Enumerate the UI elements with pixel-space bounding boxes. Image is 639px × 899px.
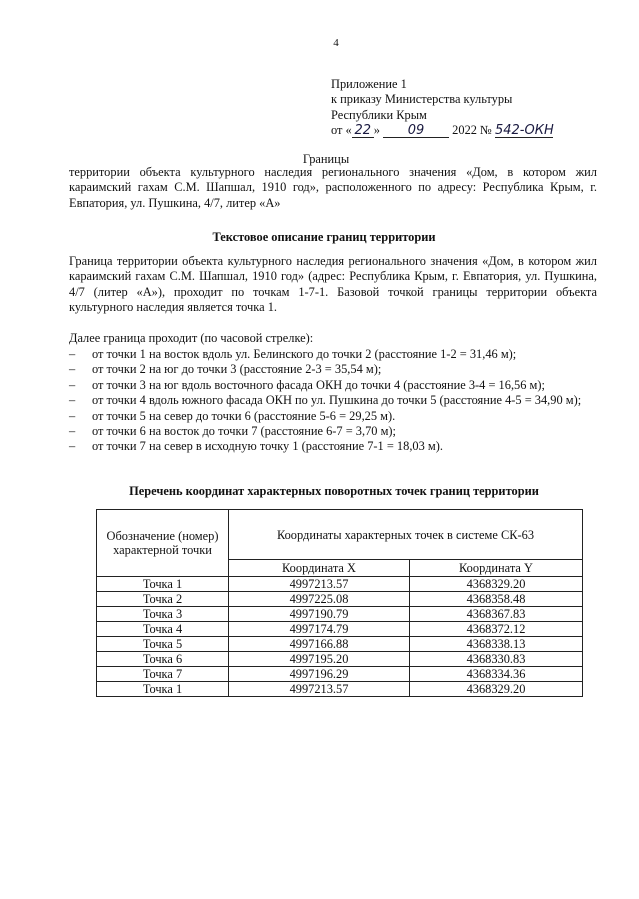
cell-y: 4368367.83 (410, 607, 583, 622)
cell-point: Точка 3 (97, 607, 229, 622)
step-text: от точки 5 на север до точки 6 (расстояние 5-6 = 29,25 м). (92, 408, 396, 423)
list-item (69, 393, 597, 408)
cell-point: Точка 4 (97, 622, 229, 637)
appendix-block (331, 77, 553, 139)
step-text: от точки 7 на север в исходную точку 1 (расстояние 7-1 = 18,03 м). (92, 439, 443, 454)
cell-x: 4997195.20 (229, 652, 410, 667)
table-row (97, 592, 583, 607)
list-item (69, 362, 597, 377)
order-year-label: 2022 № (452, 123, 492, 138)
text-description-heading: Текстовое описание границ территории (212, 230, 436, 244)
header-point-designation: Обозначение (номер) характерной точки (97, 510, 229, 577)
cell-y: 4368329.20 (410, 682, 583, 697)
date-close-quote: » (373, 123, 380, 138)
list-dash: – (69, 377, 76, 392)
table-header-row (97, 510, 583, 560)
step-text: от точки 6 на восток до точки 7 (расстояние 6-7 = 3,70 м); (92, 424, 396, 439)
coordinates-heading: Перечень координат характерных поворотных точек границ территории (129, 484, 539, 498)
cell-y: 4368358.48 (410, 592, 583, 607)
boundary-paragraph: Граница территории объекта культурного наследия регионального значения «Дом, в котором жил караимский гахам С.М. Шапшал, 1910 год» (адрес: Республика Крым, г. Евпатория, ул. Пушкина, 4/7 (литер «А»), проходит по точкам 1-7-1. Базовой точкой границы территории объекта культурного наследия является точка 1. (69, 254, 597, 315)
coordinates-table (96, 509, 583, 697)
cell-y: 4368372.12 (410, 622, 583, 637)
appendix-line-3: Республики Крым (331, 107, 427, 122)
list-dash: – (69, 347, 76, 361)
list-item (69, 424, 597, 439)
list-item (69, 439, 597, 454)
list-item (69, 409, 597, 424)
order-date-line (331, 123, 553, 138)
cell-x: 4997166.88 (229, 637, 410, 652)
list-dash: – (69, 393, 76, 408)
cell-point: Точка 6 (97, 652, 229, 667)
cell-y: 4368338.13 (410, 637, 583, 652)
table-row (97, 577, 583, 592)
table-row (97, 652, 583, 667)
step-text: от точки 1 на восток вдоль ул. Белинского до точки 2 (расстояние 1-2 = 31,46 м); (92, 347, 517, 361)
cell-point: Точка 5 (97, 637, 229, 652)
cell-x: 4997174.79 (229, 622, 410, 637)
table-row (97, 622, 583, 637)
table-row (97, 682, 583, 697)
cell-x: 4997196.29 (229, 667, 410, 682)
cell-x: 4997213.57 (229, 577, 410, 592)
handwritten-day: 22 (352, 124, 374, 138)
handwritten-month: 09 (383, 124, 449, 138)
cell-x: 4997190.79 (229, 607, 410, 622)
header-coordinate-x: Координата X (229, 560, 410, 577)
cell-point: Точка 1 (97, 682, 229, 697)
header-coordinate-y: Координата Y (410, 560, 583, 577)
step-text: от точки 3 на юг вдоль восточного фасада ОКН до точки 4 (расстояние 3-4 = 16,56 м); (92, 377, 545, 392)
cell-point: Точка 2 (97, 592, 229, 607)
list-item (69, 347, 597, 362)
boundary-intro-line: Далее граница проходит (по часовой стрелке): (69, 331, 314, 345)
cell-x: 4997213.57 (229, 682, 410, 697)
date-from-label: от « (331, 123, 352, 138)
cell-y: 4368334.36 (410, 667, 583, 682)
list-dash: – (69, 408, 76, 423)
page-number: 4 (333, 37, 339, 49)
step-text: от точки 2 на юг до точки 3 (расстояние 2-3 = 35,54 м); (92, 362, 382, 377)
appendix-line-2: к приказу Министерства культуры (331, 92, 513, 107)
cell-y: 4368329.20 (410, 577, 583, 592)
handwritten-order-number: 542-ОКН (494, 123, 554, 139)
cell-x: 4997225.08 (229, 592, 410, 607)
list-dash: – (69, 424, 76, 439)
cell-point: Точка 1 (97, 577, 229, 592)
boundary-steps-list (69, 347, 597, 455)
cell-y: 4368330.83 (410, 652, 583, 667)
table-row (97, 667, 583, 682)
list-dash: – (69, 439, 76, 454)
header-coordinate-system: Координаты характерных точек в системе СК-63 (229, 510, 583, 560)
table-row (97, 607, 583, 622)
step-text: от точки 4 вдоль южного фасада ОКН по ул. Пушкина до точки 5 (расстояние 4-5 = 34,90 м); (92, 393, 582, 408)
list-item (69, 378, 597, 393)
list-dash: – (69, 362, 76, 377)
appendix-line-1: Приложение 1 (331, 77, 407, 91)
cell-point: Точка 7 (97, 667, 229, 682)
object-description: территории объекта культурного наследия регионального значения «Дом, в котором жил караимский гахам С.М. Шапшал, 1910 год», расположенного по адресу: Республика Крым, г. Евпатория, ул. Пушкина, 4/7, литер «А» (69, 165, 597, 210)
table-row (97, 637, 583, 652)
document-title: Границы (302, 152, 350, 166)
